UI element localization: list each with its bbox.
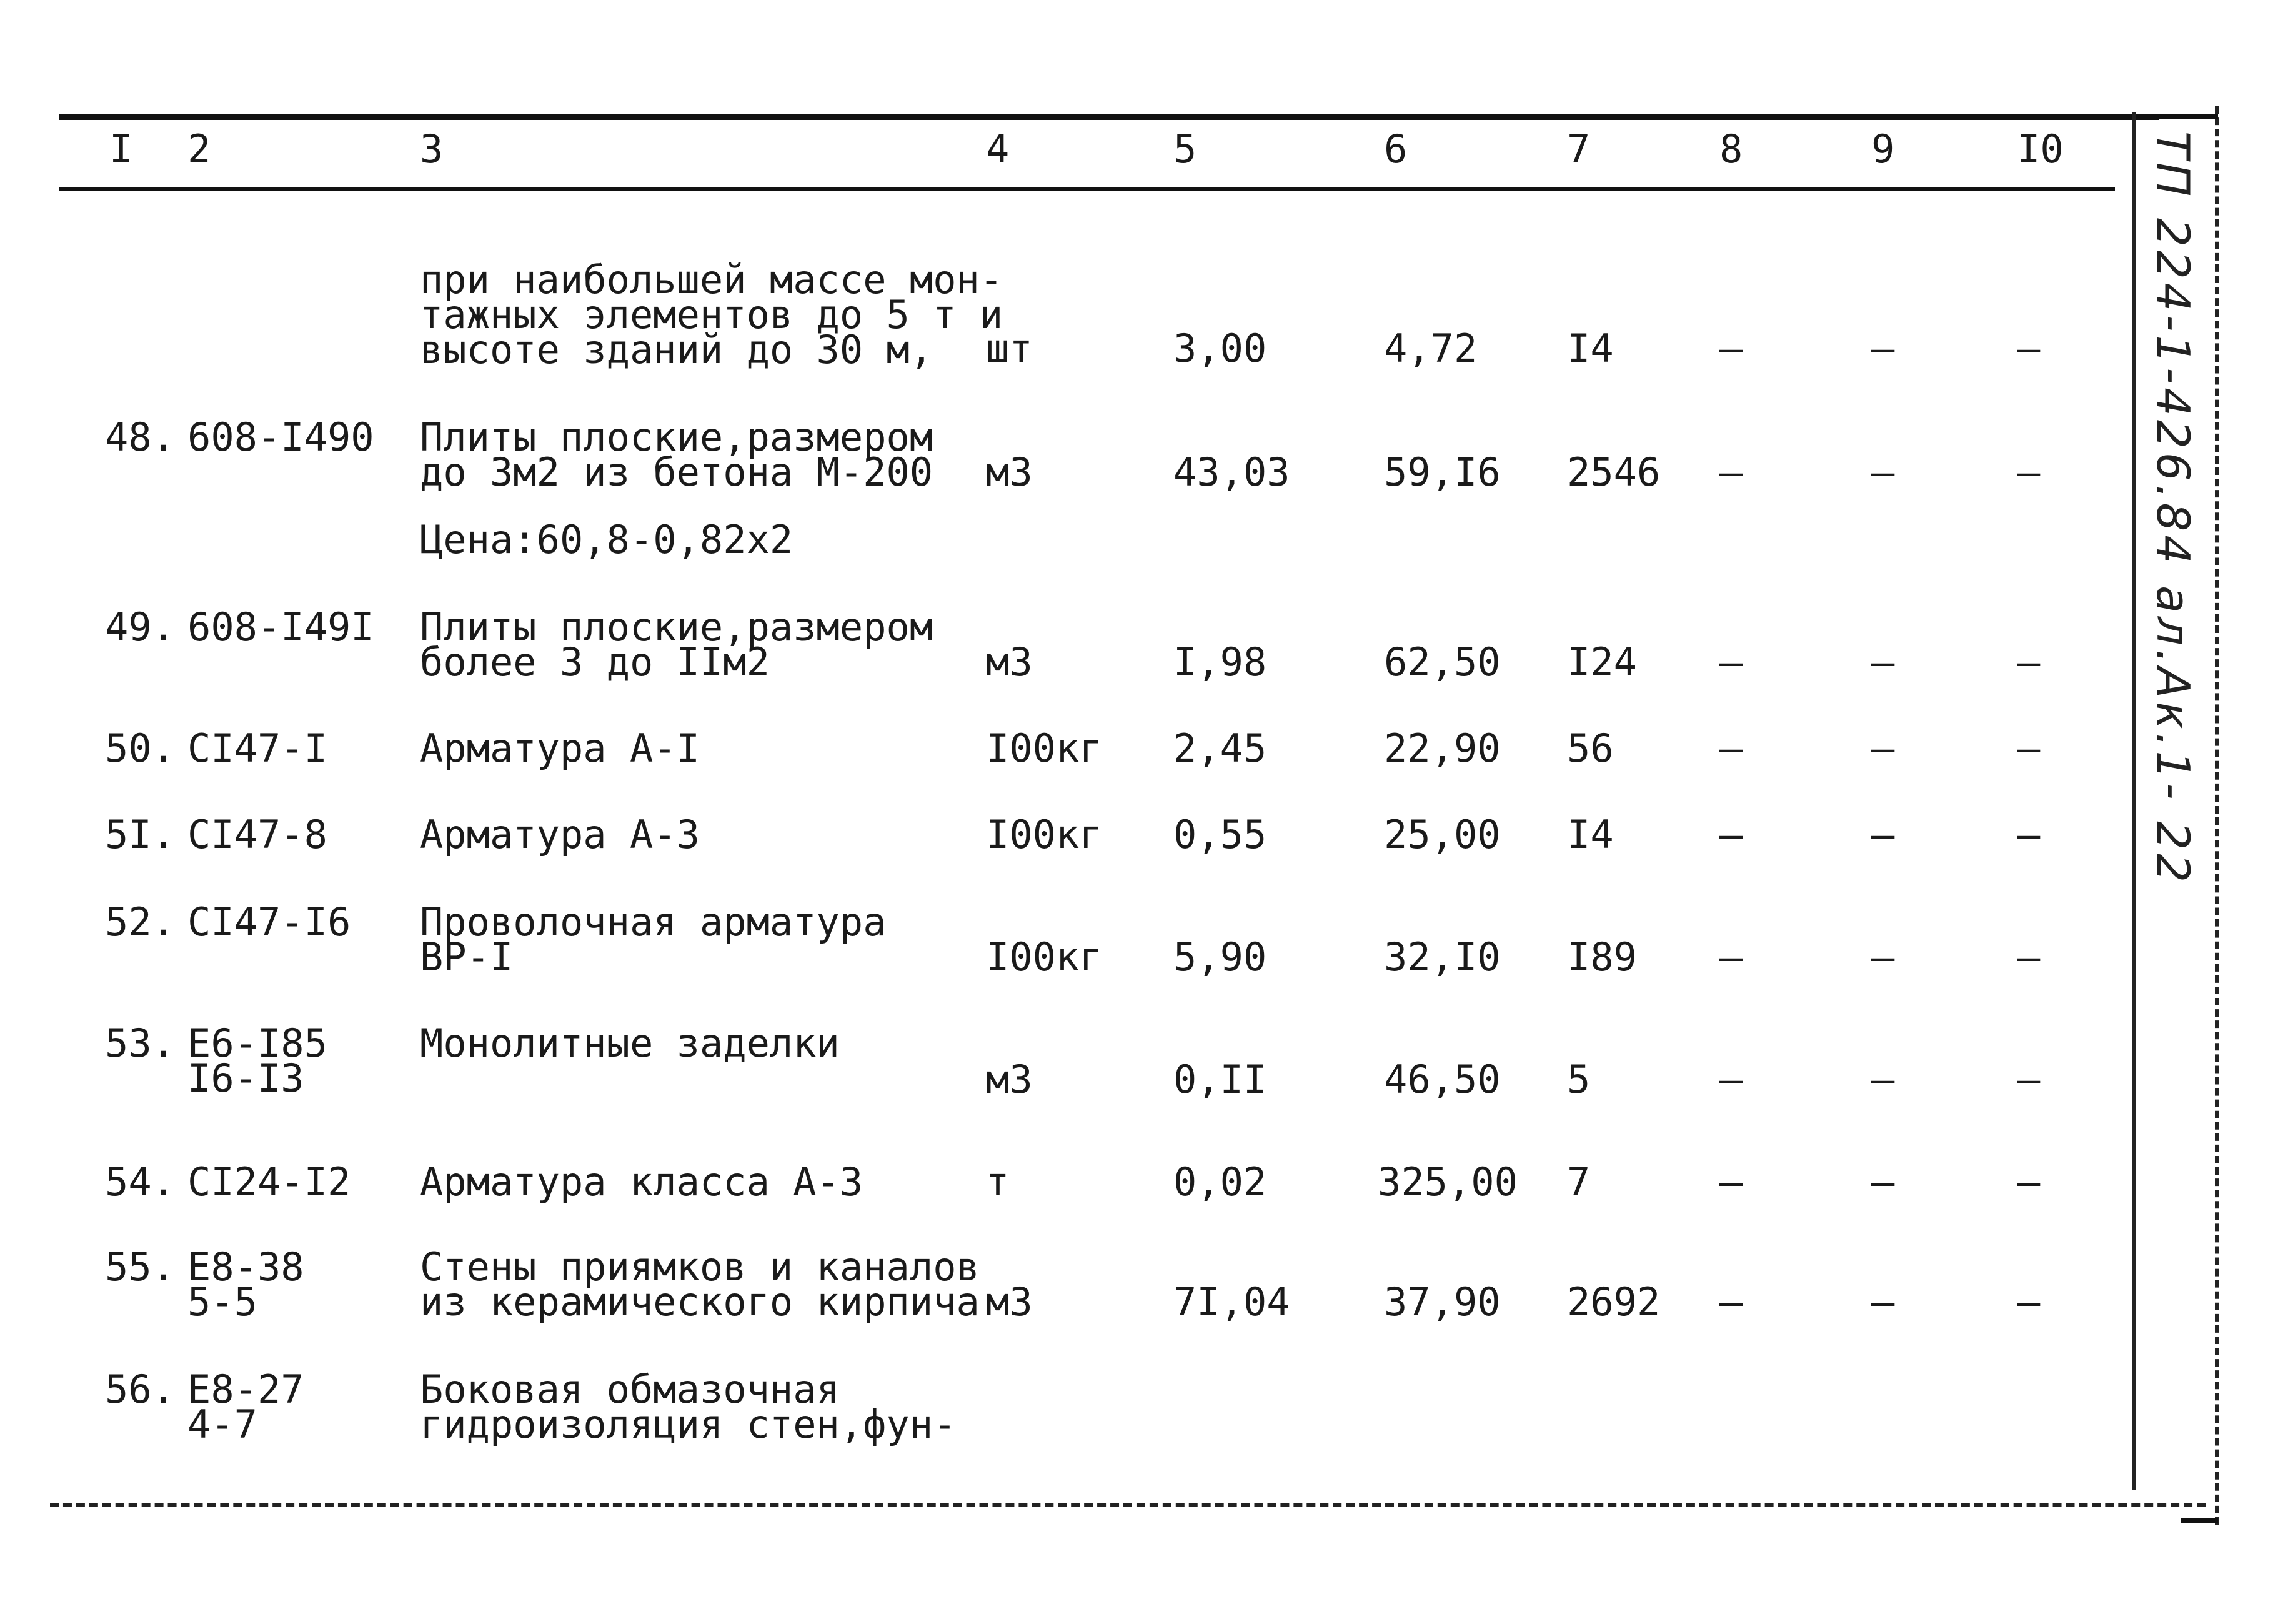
outer-right-border (2215, 106, 2219, 1525)
row-9-num: 55. (105, 1244, 175, 1290)
row-1-c9: – (1871, 449, 1895, 495)
row-0-unit: шт (986, 326, 1033, 371)
row-0-c9: – (1871, 326, 1895, 371)
row-4-desc: Арматура А-I (420, 725, 700, 771)
row-5-c6: 25,00 (1384, 812, 1501, 857)
row-9-c9: – (1871, 1279, 1895, 1325)
row-1-num: 48. (105, 414, 175, 460)
row-0-c6: 4,72 (1384, 326, 1478, 371)
header-col-5: 5 (1173, 126, 1197, 172)
row-6-code: CI47-I6 (187, 899, 351, 945)
row-7-c6: 46,50 (1384, 1057, 1501, 1102)
header-col-3: 3 (420, 126, 444, 172)
row-4-code: CI47-I (187, 725, 327, 771)
inner-right-border (2132, 112, 2136, 1490)
row-6-num: 52. (105, 899, 175, 945)
row-4-c7: 56 (1567, 725, 1614, 771)
row-7-c9: – (1871, 1057, 1895, 1102)
row-4-c5: 2,45 (1173, 725, 1267, 771)
row-1-c6: 59,I6 (1384, 449, 1501, 495)
row-0-c10: – (2017, 326, 2041, 371)
row-3-code: 608-I49I (187, 604, 374, 650)
row-8-c8: – (1719, 1159, 1743, 1205)
row-8-c7: 7 (1567, 1159, 1591, 1205)
row-3-c10: – (2017, 639, 2041, 685)
row-9-c8: – (1719, 1279, 1743, 1325)
row-9-code: Е8-38 5-5 (187, 1244, 304, 1325)
header-col-10: I0 (2017, 126, 2064, 172)
row-10-desc: Боковая обмазочная гидроизоляция стен,фун- (420, 1367, 957, 1447)
row-10-num: 56. (105, 1367, 175, 1412)
row-1-c7: 2546 (1567, 449, 1661, 495)
row-6-unit: I00кг (986, 934, 1103, 980)
header-col-8: 8 (1719, 126, 1743, 172)
row-10-code: Е8-27 4-7 (187, 1367, 304, 1447)
row-5-c5: 0,55 (1173, 812, 1267, 857)
row-9-desc: Стены приямков и каналов из керамического кирпича (420, 1244, 980, 1325)
row-1-code: 608-I490 (187, 414, 374, 460)
row-8-c10: – (2017, 1159, 2041, 1205)
row-4-c6: 22,90 (1384, 725, 1501, 771)
row-1-c10: – (2017, 449, 2041, 495)
header-col-1: I (109, 126, 133, 172)
header-col-7: 7 (1567, 126, 1591, 172)
row-1-c5: 43,03 (1173, 449, 1290, 495)
row-6-c6: 32,I0 (1384, 934, 1501, 980)
stamp-top-rule (2159, 114, 2218, 119)
row-5-c10: – (2017, 812, 2041, 857)
row-7-c7: 5 (1567, 1057, 1591, 1102)
row-5-desc: Арматура А-3 (420, 812, 700, 857)
row-9-unit: м3 (986, 1279, 1033, 1325)
row-3-c8: – (1719, 639, 1743, 685)
row-7-code: Е6-I85 I6-I3 (187, 1020, 327, 1101)
row-9-c10: – (2017, 1279, 2041, 1325)
row-8-code: CI24-I2 (187, 1159, 351, 1205)
row-1-c8: – (1719, 449, 1743, 495)
row-7-desc: Монолитные заделки (420, 1020, 840, 1066)
row-8-c6: 325,00 (1378, 1159, 1518, 1205)
header-col-9: 9 (1871, 126, 1895, 172)
row-6-c10: – (2017, 934, 2041, 980)
row-5-unit: I00кг (986, 812, 1103, 857)
row-4-c10: – (2017, 725, 2041, 771)
row-7-c10: – (2017, 1057, 2041, 1102)
row-3-num: 49. (105, 604, 175, 650)
row-3-c5: I,98 (1173, 639, 1267, 685)
row-4-unit: I00кг (986, 725, 1103, 771)
header-col-6: 6 (1384, 126, 1408, 172)
row-8-num: 54. (105, 1159, 175, 1205)
stamp-bottom-rule (2181, 1518, 2218, 1523)
row-6-desc: Проволочная арматура ВР-I (420, 899, 887, 980)
row-9-c6: 37,90 (1384, 1279, 1501, 1325)
row-9-c5: 7I,04 (1173, 1279, 1290, 1325)
row-1-unit: м3 (986, 449, 1033, 495)
row-4-num: 50. (105, 725, 175, 771)
header-col-4: 4 (986, 126, 1010, 172)
row-6-c5: 5,90 (1173, 934, 1267, 980)
row-7-c8: – (1719, 1057, 1743, 1102)
row-4-c9: – (1871, 725, 1895, 771)
row-3-unit: м3 (986, 639, 1033, 685)
row-4-c8: – (1719, 725, 1743, 771)
row-3-c7: I24 (1567, 639, 1637, 685)
row-7-num: 53. (105, 1020, 175, 1066)
row-0-c8: – (1719, 326, 1743, 371)
row-5-num: 5I. (105, 812, 175, 857)
bottom-dashed-rule (50, 1503, 2206, 1507)
row-5-c7: I4 (1567, 812, 1614, 857)
row-9-c7: 2692 (1567, 1279, 1661, 1325)
row-5-c9: – (1871, 812, 1895, 857)
row-7-c5: 0,II (1173, 1057, 1267, 1102)
row-6-c9: – (1871, 934, 1895, 980)
header-rule (59, 187, 2115, 191)
header-col-2: 2 (187, 126, 211, 172)
document-code-stamp: ТП 224-1-426.84 ал.Ак.1- 22 (2147, 131, 2199, 886)
row-6-c8: – (1719, 934, 1743, 980)
row-3-desc: Плиты плоские,размером более 3 до IIм2 (420, 604, 933, 685)
row-3-c6: 62,50 (1384, 639, 1501, 685)
row-8-c5: 0,02 (1173, 1159, 1267, 1205)
row-1-desc: Плиты плоские,размером до 3м2 из бетона М-200 (420, 414, 933, 495)
row-2-desc: Цена:60,8-0,82х2 (420, 517, 793, 562)
row-6-c7: I89 (1567, 934, 1637, 980)
row-0-c5: 3,00 (1173, 326, 1267, 371)
row-7-unit: м3 (986, 1057, 1033, 1102)
row-8-c9: – (1871, 1159, 1895, 1205)
row-0-c7: I4 (1567, 326, 1614, 371)
row-0-desc: при наибольшей массе мон- тажных элементов до 5 т и высоте зданий до 30 м, (420, 257, 1003, 372)
row-5-code: CI47-8 (187, 812, 327, 857)
row-8-unit: т (986, 1159, 1010, 1205)
top-rule (59, 114, 2159, 120)
row-3-c9: – (1871, 639, 1895, 685)
row-5-c8: – (1719, 812, 1743, 857)
row-8-desc: Арматура класса А-3 (420, 1159, 863, 1205)
